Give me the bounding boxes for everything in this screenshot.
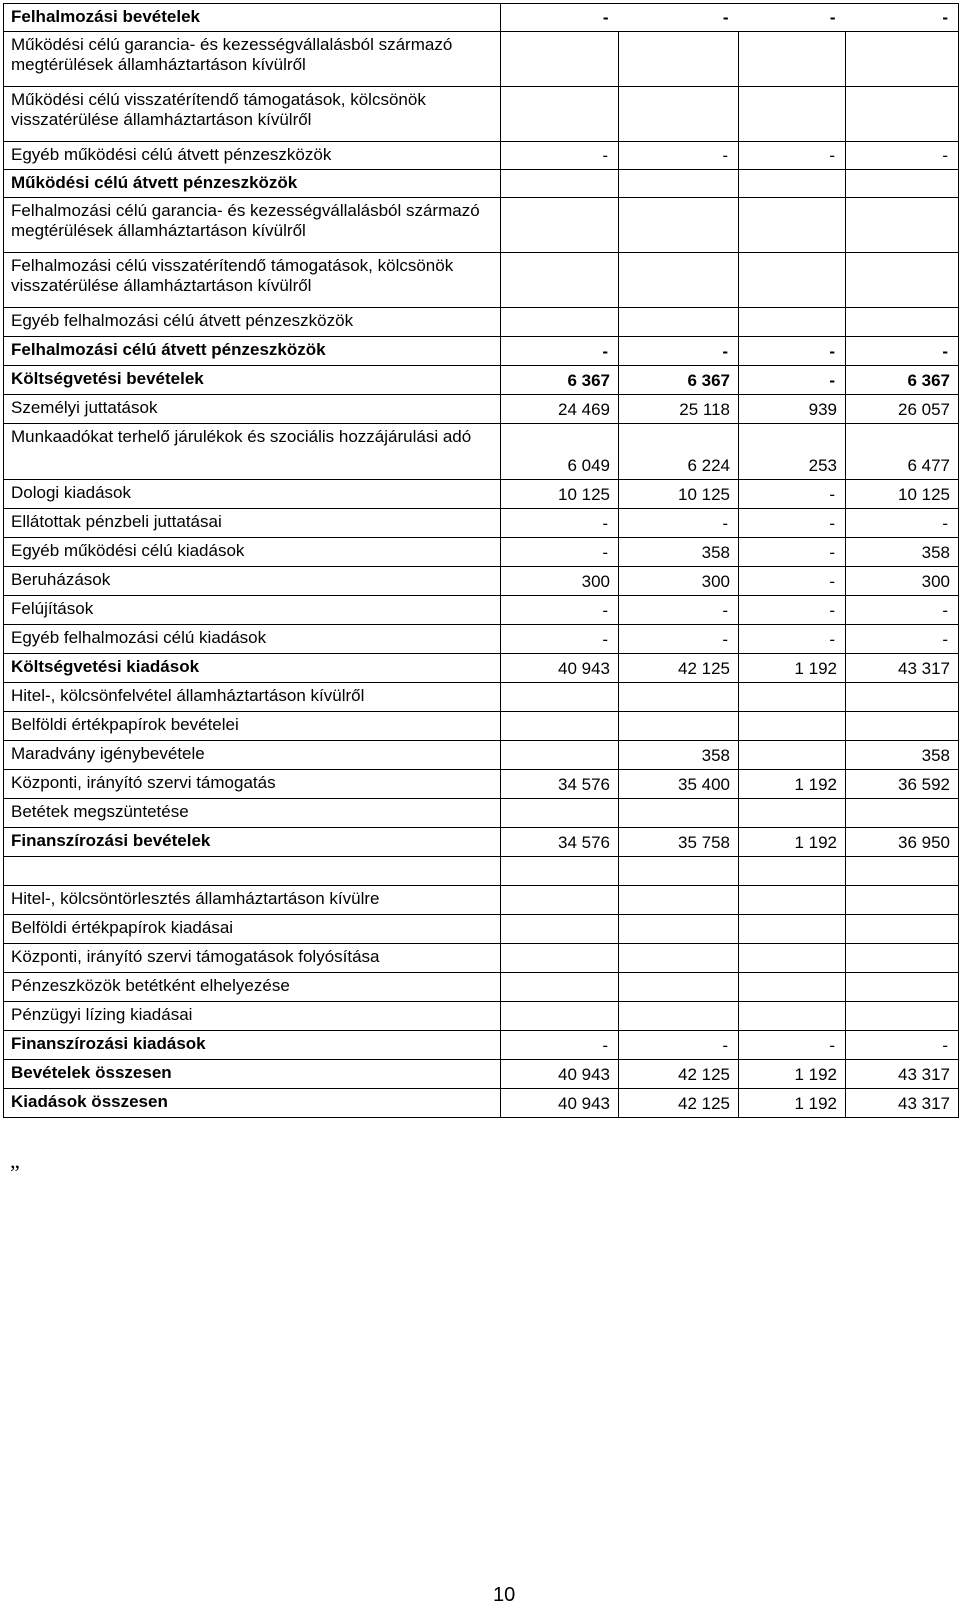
table-row: [4, 87, 959, 142]
value-cell: 26 057: [846, 395, 959, 424]
value-cell: [846, 915, 959, 944]
row-label: Pénzeszközök betétként elhelyezése: [4, 973, 501, 1002]
row-label: Felújítások: [4, 596, 501, 625]
value-cell: [619, 253, 739, 308]
value-cell: -: [846, 509, 959, 538]
value-cell: -: [739, 4, 846, 32]
row-label: Egyéb működési célú kiadások: [4, 538, 501, 567]
value-cell: -: [501, 4, 619, 32]
table-row: [4, 973, 959, 1002]
table-row: [4, 770, 959, 799]
value-cell: -: [619, 337, 739, 366]
value-cell: [739, 683, 846, 712]
value-cell: [846, 253, 959, 308]
value-cell: [501, 170, 619, 198]
value-cell: [739, 308, 846, 337]
value-cell: 42 125: [619, 1089, 739, 1118]
value-cell: [739, 857, 846, 886]
row-label: Működési célú visszatérítendő támogatások, kölcsönök visszatérülése államháztartáson kívülről: [4, 87, 501, 142]
table-row: [4, 395, 959, 424]
value-cell: 35 758: [619, 828, 739, 857]
value-cell: [846, 32, 959, 87]
row-label: Felhalmozási bevételek: [4, 4, 501, 32]
table-row: [4, 596, 959, 625]
value-cell: -: [846, 4, 959, 32]
value-cell: 36 950: [846, 828, 959, 857]
value-cell: 25 118: [619, 395, 739, 424]
row-label: Felhalmozási célú visszatérítendő támogatások, kölcsönök visszatérülése államháztartáson kívülről: [4, 253, 501, 308]
value-cell: 6 367: [846, 366, 959, 395]
value-cell: [619, 944, 739, 973]
value-cell: [501, 308, 619, 337]
value-cell: 43 317: [846, 1089, 959, 1118]
row-label: Pénzügyi lízing kiadásai: [4, 1002, 501, 1031]
value-cell: [846, 973, 959, 1002]
table-row: [4, 625, 959, 654]
value-cell: 6 224: [619, 424, 739, 480]
table-row: [4, 1002, 959, 1031]
value-cell: 1 192: [739, 770, 846, 799]
row-label: Munkaadókat terhelő járulékok és szociális hozzájárulási adó: [4, 424, 501, 480]
value-cell: [619, 857, 739, 886]
value-cell: [501, 915, 619, 944]
row-label: Működési célú garancia- és kezességvállalásból származó megtérülések államháztartáson kívülről: [4, 32, 501, 87]
value-cell: 42 125: [619, 654, 739, 683]
table-row: [4, 198, 959, 253]
value-cell: 43 317: [846, 654, 959, 683]
value-cell: 36 592: [846, 770, 959, 799]
value-cell: -: [846, 142, 959, 170]
table-row: [4, 683, 959, 712]
value-cell: [619, 170, 739, 198]
value-cell: 6 477: [846, 424, 959, 480]
table-row: [4, 509, 959, 538]
value-cell: -: [501, 1031, 619, 1060]
table-row: [4, 741, 959, 770]
row-label: Beruházások: [4, 567, 501, 596]
value-cell: [846, 198, 959, 253]
value-cell: [501, 741, 619, 770]
row-label: Belföldi értékpapírok bevételei: [4, 712, 501, 741]
value-cell: [739, 741, 846, 770]
value-cell: 10 125: [619, 480, 739, 509]
value-cell: 6 049: [501, 424, 619, 480]
value-cell: [619, 915, 739, 944]
table-row: [4, 567, 959, 596]
closing-quote: „: [10, 1148, 20, 1173]
value-cell: -: [739, 625, 846, 654]
value-cell: 1 192: [739, 828, 846, 857]
value-cell: 358: [619, 538, 739, 567]
row-label: Egyéb működési célú átvett pénzeszközök: [4, 142, 501, 170]
table-row: [4, 4, 959, 32]
value-cell: [739, 944, 846, 973]
table-row: [4, 712, 959, 741]
value-cell: 34 576: [501, 828, 619, 857]
value-cell: [501, 886, 619, 915]
value-cell: -: [846, 337, 959, 366]
value-cell: [501, 857, 619, 886]
value-cell: [739, 886, 846, 915]
row-label: Bevételek összesen: [4, 1060, 501, 1089]
table-row: [4, 142, 959, 170]
value-cell: [501, 712, 619, 741]
value-cell: [619, 198, 739, 253]
value-cell: [619, 683, 739, 712]
table-row: [4, 1060, 959, 1089]
table-row: [4, 1089, 959, 1118]
value-cell: 1 192: [739, 1089, 846, 1118]
row-label: Működési célú átvett pénzeszközök: [4, 170, 501, 198]
value-cell: [501, 973, 619, 1002]
value-cell: 300: [501, 567, 619, 596]
table-row: [4, 857, 959, 886]
value-cell: [739, 712, 846, 741]
value-cell: [846, 799, 959, 828]
value-cell: 24 469: [501, 395, 619, 424]
value-cell: -: [619, 4, 739, 32]
value-cell: -: [501, 538, 619, 567]
value-cell: 40 943: [501, 1060, 619, 1089]
value-cell: 10 125: [846, 480, 959, 509]
value-cell: 1 192: [739, 1060, 846, 1089]
value-cell: [619, 1002, 739, 1031]
value-cell: 6 367: [619, 366, 739, 395]
budget-table: [3, 3, 959, 1118]
value-cell: -: [739, 337, 846, 366]
value-cell: [501, 198, 619, 253]
value-cell: -: [739, 538, 846, 567]
value-cell: [619, 712, 739, 741]
value-cell: [501, 253, 619, 308]
value-cell: 42 125: [619, 1060, 739, 1089]
value-cell: [846, 683, 959, 712]
row-label: Maradvány igénybevétele: [4, 741, 501, 770]
value-cell: -: [619, 142, 739, 170]
table-body: [4, 4, 959, 1118]
value-cell: [739, 915, 846, 944]
value-cell: [846, 1002, 959, 1031]
value-cell: 35 400: [619, 770, 739, 799]
row-label: Felhalmozási célú garancia- és kezességvállalásból származó megtérülések államháztartáson kívülről: [4, 198, 501, 253]
value-cell: -: [619, 509, 739, 538]
value-cell: [739, 973, 846, 1002]
value-cell: [846, 944, 959, 973]
page-number: 10: [493, 1584, 516, 1606]
value-cell: -: [619, 625, 739, 654]
table-row: [4, 424, 959, 480]
value-cell: [846, 308, 959, 337]
value-cell: 300: [846, 567, 959, 596]
value-cell: 40 943: [501, 654, 619, 683]
value-cell: [739, 32, 846, 87]
table-row: [4, 308, 959, 337]
value-cell: [501, 32, 619, 87]
value-cell: [619, 886, 739, 915]
value-cell: [739, 87, 846, 142]
row-label: Költségvetési bevételek: [4, 366, 501, 395]
value-cell: [846, 170, 959, 198]
table-row: [4, 799, 959, 828]
table-row: [4, 480, 959, 509]
value-cell: [501, 87, 619, 142]
row-label: Személyi juttatások: [4, 395, 501, 424]
value-cell: 358: [846, 538, 959, 567]
value-cell: [739, 253, 846, 308]
value-cell: 1 192: [739, 654, 846, 683]
value-cell: 358: [619, 741, 739, 770]
value-cell: [739, 1002, 846, 1031]
value-cell: [619, 32, 739, 87]
row-label: Hitel-, kölcsöntörlesztés államháztartáson kívülre: [4, 886, 501, 915]
value-cell: [501, 683, 619, 712]
value-cell: [501, 944, 619, 973]
value-cell: [739, 799, 846, 828]
table-row: [4, 170, 959, 198]
value-cell: [501, 1002, 619, 1031]
value-cell: -: [846, 596, 959, 625]
value-cell: -: [739, 509, 846, 538]
value-cell: -: [501, 625, 619, 654]
table-row: [4, 944, 959, 973]
row-label: Betétek megszüntetése: [4, 799, 501, 828]
row-label: Kiadások összesen: [4, 1089, 501, 1118]
value-cell: [846, 857, 959, 886]
row-label: Költségvetési kiadások: [4, 654, 501, 683]
value-cell: -: [739, 142, 846, 170]
row-label: Egyéb felhalmozási célú kiadások: [4, 625, 501, 654]
value-cell: [619, 973, 739, 1002]
value-cell: [619, 799, 739, 828]
value-cell: -: [739, 596, 846, 625]
value-cell: -: [501, 596, 619, 625]
value-cell: [501, 799, 619, 828]
row-label: Hitel-, kölcsönfelvétel államháztartáson kívülről: [4, 683, 501, 712]
row-label: Dologi kiadások: [4, 480, 501, 509]
row-label: Központi, irányító szervi támogatás: [4, 770, 501, 799]
row-label: Finanszírozási kiadások: [4, 1031, 501, 1060]
value-cell: -: [501, 142, 619, 170]
table-row: [4, 337, 959, 366]
value-cell: [846, 87, 959, 142]
row-label: Központi, irányító szervi támogatások folyósítása: [4, 944, 501, 973]
value-cell: -: [501, 337, 619, 366]
table-row: [4, 538, 959, 567]
value-cell: -: [739, 567, 846, 596]
value-cell: 34 576: [501, 770, 619, 799]
table-row: [4, 1031, 959, 1060]
row-label: Finanszírozási bevételek: [4, 828, 501, 857]
table-row: [4, 915, 959, 944]
value-cell: [846, 712, 959, 741]
value-cell: 358: [846, 741, 959, 770]
value-cell: [739, 198, 846, 253]
row-label: [4, 857, 501, 886]
value-cell: -: [739, 366, 846, 395]
value-cell: -: [501, 509, 619, 538]
value-cell: 10 125: [501, 480, 619, 509]
value-cell: 300: [619, 567, 739, 596]
row-label: Felhalmozási célú átvett pénzeszközök: [4, 337, 501, 366]
value-cell: [739, 170, 846, 198]
value-cell: -: [619, 596, 739, 625]
table-row: [4, 886, 959, 915]
value-cell: 40 943: [501, 1089, 619, 1118]
value-cell: -: [846, 625, 959, 654]
value-cell: [619, 308, 739, 337]
value-cell: -: [619, 1031, 739, 1060]
table-row: [4, 253, 959, 308]
value-cell: 43 317: [846, 1060, 959, 1089]
row-label: Ellátottak pénzbeli juttatásai: [4, 509, 501, 538]
table-row: [4, 654, 959, 683]
value-cell: 939: [739, 395, 846, 424]
value-cell: 253: [739, 424, 846, 480]
table-row: [4, 828, 959, 857]
value-cell: 6 367: [501, 366, 619, 395]
value-cell: [846, 886, 959, 915]
table-row: [4, 32, 959, 87]
row-label: Egyéb felhalmozási célú átvett pénzeszközök: [4, 308, 501, 337]
value-cell: -: [739, 480, 846, 509]
value-cell: -: [739, 1031, 846, 1060]
value-cell: [619, 87, 739, 142]
table-row: [4, 366, 959, 395]
value-cell: -: [846, 1031, 959, 1060]
row-label: Belföldi értékpapírok kiadásai: [4, 915, 501, 944]
